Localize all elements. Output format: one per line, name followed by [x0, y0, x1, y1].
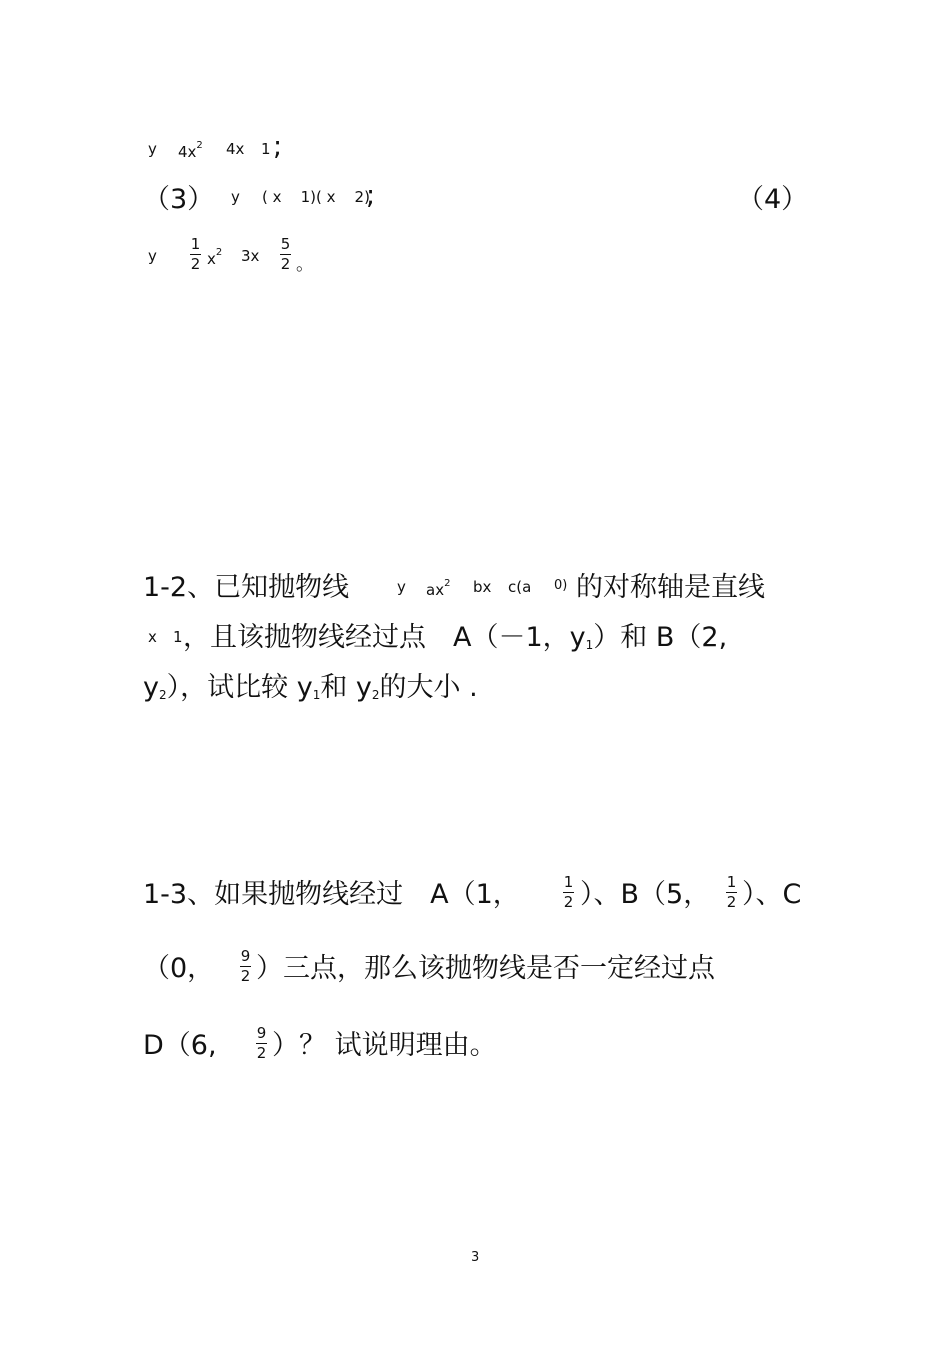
- p13-fraction-a: 1 2: [563, 873, 574, 911]
- item4-label: （4）: [737, 184, 809, 215]
- item3-expr: ( x 1)( x 2): [262, 188, 370, 206]
- p13-line3-text: D（6,: [143, 1030, 217, 1061]
- p12-formula-y: y: [397, 578, 406, 596]
- eq4-fraction-half: 1 2: [190, 235, 201, 273]
- eq4-3x: 3x: [241, 247, 260, 265]
- item3-y: y: [231, 188, 240, 206]
- eq4-x2: $x^2$: [207, 247, 223, 268]
- p13-line1-text-c: ）、C: [742, 879, 802, 910]
- p13-line1-text-b: ）、B（5，: [580, 879, 711, 910]
- p13-fraction-d: 9 2: [256, 1024, 267, 1062]
- p13-line3-text-b: ）？ 试说明理由。: [272, 1030, 497, 1061]
- eq1-term-a: $4x^2$: [178, 140, 203, 161]
- p12-formula-bx: bx: [473, 578, 492, 596]
- p12-line3-text: $y_2$），试比较 $y_1$和 $y_2$的大小 .: [143, 672, 478, 703]
- eq1-semicolon: ;: [273, 131, 283, 162]
- p12-x-rhs: 1: [173, 628, 183, 646]
- p12-line1-text: 1-2、已知抛物线: [143, 572, 350, 603]
- eq4-period: 。: [296, 254, 314, 275]
- eq4-fraction-five-halves: 5 2: [280, 235, 291, 273]
- p12-line1-text-b: 的对称轴是直线: [576, 572, 765, 603]
- p12-x-lhs: x: [148, 628, 157, 646]
- page-number: 3: [471, 1250, 480, 1265]
- item3-label: （3）: [143, 184, 215, 215]
- p13-line1-text: 1-3、如果抛物线经过 A（1，: [143, 879, 520, 910]
- eq1-term-b: 4x: [226, 140, 245, 158]
- p13-line2-text-b: ）三点，那么该抛物线是否一定经过点: [256, 953, 715, 984]
- eq1-term-c: 1: [261, 140, 271, 158]
- p12-line2-text: ，且该抛物线经过点 A（－1，$y_1$）和 B（2,: [183, 622, 728, 653]
- eq4-y: y: [148, 247, 157, 265]
- p13-fraction-c: 9 2: [240, 947, 251, 985]
- p12-formula-c: c(a: [508, 578, 532, 596]
- eq1-y: y: [148, 140, 157, 158]
- p12-formula-zero: 0): [554, 578, 568, 593]
- item3-semicolon: ;: [366, 180, 376, 211]
- p12-formula-ax2: $ax^2$: [426, 578, 451, 599]
- p13-fraction-b: 1 2: [726, 873, 737, 911]
- p13-line2-text: （0，: [143, 953, 215, 984]
